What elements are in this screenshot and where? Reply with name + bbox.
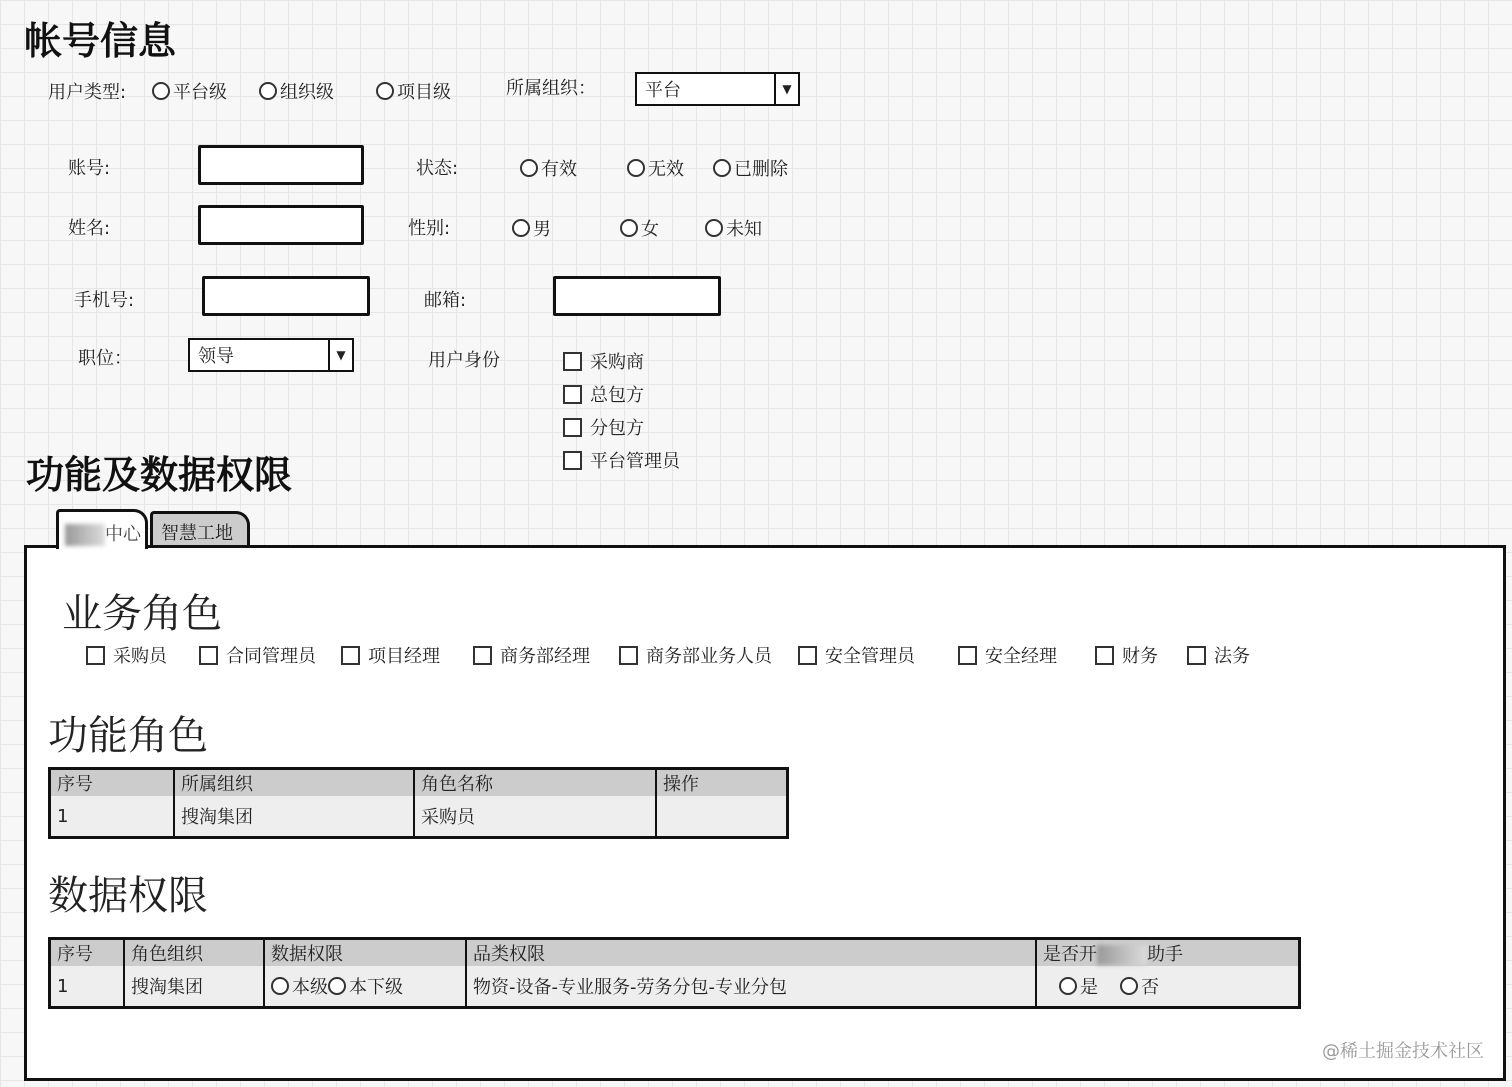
- identity-checkbox[interactable]: 平台管理员: [563, 447, 680, 473]
- org-label: 所属组织：: [506, 78, 596, 99]
- biz-role-checkbox[interactable]: 项目经理: [341, 642, 473, 668]
- checkbox-icon: [563, 418, 582, 437]
- redacted-block: [1097, 945, 1147, 965]
- identity-checkbox[interactable]: 采购商: [563, 348, 644, 374]
- radio-icon: [376, 82, 394, 100]
- radio-unknown[interactable]: 未知: [705, 215, 762, 241]
- radio-own-level[interactable]: 本级: [271, 973, 328, 999]
- biz-role-checkbox[interactable]: 合同管理员: [199, 642, 341, 668]
- radio-icon: [259, 82, 277, 100]
- col-header: 角色组织: [124, 939, 264, 967]
- radio-icon: [520, 159, 538, 177]
- col-header: 所属组织: [174, 769, 414, 797]
- radio-yes[interactable]: 是: [1059, 973, 1098, 999]
- checkbox-icon: [563, 451, 582, 470]
- biz-role-checkbox[interactable]: 商务部业务人员: [619, 642, 798, 668]
- radio-male[interactable]: 男: [512, 215, 551, 241]
- perm-title: 功能及数据权限: [26, 453, 293, 497]
- radio-deleted[interactable]: 已删除: [713, 155, 788, 181]
- account-input[interactable]: [198, 145, 364, 185]
- radio-icon: [1120, 977, 1138, 995]
- radio-icon: [512, 219, 530, 237]
- dropdown-arrow-icon: ▼: [774, 74, 798, 104]
- radio-invalid[interactable]: 无效: [627, 155, 684, 181]
- biz-role-checkbox[interactable]: 采购员: [86, 642, 199, 668]
- radio-org[interactable]: 组织级: [259, 78, 334, 104]
- phone-label: 手机号:: [74, 290, 135, 311]
- phone-input[interactable]: [202, 276, 370, 316]
- col-header: 操作: [656, 769, 788, 797]
- radio-project[interactable]: 项目级: [376, 78, 451, 104]
- col-header: 是否开 助手: [1036, 939, 1300, 967]
- radio-icon: [152, 82, 170, 100]
- radio-icon: [705, 219, 723, 237]
- position-label: 职位：: [78, 348, 132, 369]
- user-type-label: 用户类型:: [48, 82, 127, 103]
- tab-smart-site[interactable]: 智慧工地: [150, 511, 250, 545]
- col-header: 序号: [50, 939, 125, 967]
- identity-checkbox[interactable]: 分包方: [563, 414, 644, 440]
- biz-role-checkbox[interactable]: 商务部经理: [473, 642, 619, 668]
- data-perm-table: [48, 937, 1301, 1009]
- checkbox-icon: [798, 646, 817, 665]
- checkbox-icon: [473, 646, 492, 665]
- email-label: 邮箱:: [424, 290, 467, 311]
- watermark: @稀土掘金技术社区: [1322, 1041, 1484, 1062]
- account-label: 账号:: [68, 158, 111, 179]
- table-row: 1 搜淘集团 本级 本下级 物资-设备-专业服务-劳务分包-专业分包 是 否: [50, 966, 1300, 1008]
- col-header: 角色名称: [414, 769, 656, 797]
- radio-icon: [627, 159, 645, 177]
- biz-role-checkbox[interactable]: 法务: [1187, 642, 1267, 668]
- radio-icon: [1059, 977, 1077, 995]
- identity-checkbox[interactable]: 总包方: [563, 381, 644, 407]
- col-header: 序号: [50, 769, 175, 797]
- checkbox-icon: [341, 646, 360, 665]
- data-perm-title: 数据权限: [48, 873, 208, 919]
- checkbox-icon: [619, 646, 638, 665]
- checkbox-icon: [199, 646, 218, 665]
- checkbox-icon: [563, 352, 582, 371]
- identity-label: 用户身份: [428, 350, 500, 371]
- func-role-table: [48, 767, 789, 839]
- col-header: 品类权限: [466, 939, 1036, 967]
- name-label: 姓名:: [68, 218, 111, 239]
- radio-valid[interactable]: 有效: [520, 155, 577, 181]
- radio-icon: [328, 977, 346, 995]
- biz-role-list: [86, 642, 1267, 668]
- checkbox-icon: [1187, 646, 1206, 665]
- biz-role-title: 业务角色: [62, 591, 222, 637]
- biz-role-checkbox[interactable]: 财务: [1095, 642, 1187, 668]
- checkbox-icon: [1095, 646, 1114, 665]
- radio-icon: [271, 977, 289, 995]
- account-title: 帐号信息: [24, 19, 177, 63]
- radio-no[interactable]: 否: [1120, 973, 1159, 999]
- name-input[interactable]: [198, 205, 364, 245]
- biz-role-checkbox[interactable]: 安全经理: [958, 642, 1095, 668]
- redacted-block: [65, 524, 105, 546]
- func-role-title: 功能角色: [48, 713, 208, 759]
- biz-role-checkbox[interactable]: 安全管理员: [798, 642, 958, 668]
- radio-platform[interactable]: 平台级: [152, 78, 227, 104]
- position-select[interactable]: 领导 ▼: [188, 338, 354, 372]
- radio-icon: [713, 159, 731, 177]
- table-row: 1 搜淘集团 采购员: [50, 796, 788, 838]
- dropdown-arrow-icon: ▼: [328, 340, 352, 370]
- radio-female[interactable]: 女: [620, 215, 659, 241]
- radio-icon: [620, 219, 638, 237]
- checkbox-icon: [563, 385, 582, 404]
- org-select[interactable]: 平台 ▼: [635, 72, 800, 106]
- status-label: 状态:: [416, 158, 459, 179]
- email-input[interactable]: [553, 276, 721, 316]
- checkbox-icon: [958, 646, 977, 665]
- tab-center[interactable]: 中心: [56, 509, 148, 549]
- col-header: 数据权限: [264, 939, 466, 967]
- checkbox-icon: [86, 646, 105, 665]
- radio-sub-level[interactable]: 本下级: [328, 973, 403, 999]
- gender-label: 性别:: [408, 218, 451, 239]
